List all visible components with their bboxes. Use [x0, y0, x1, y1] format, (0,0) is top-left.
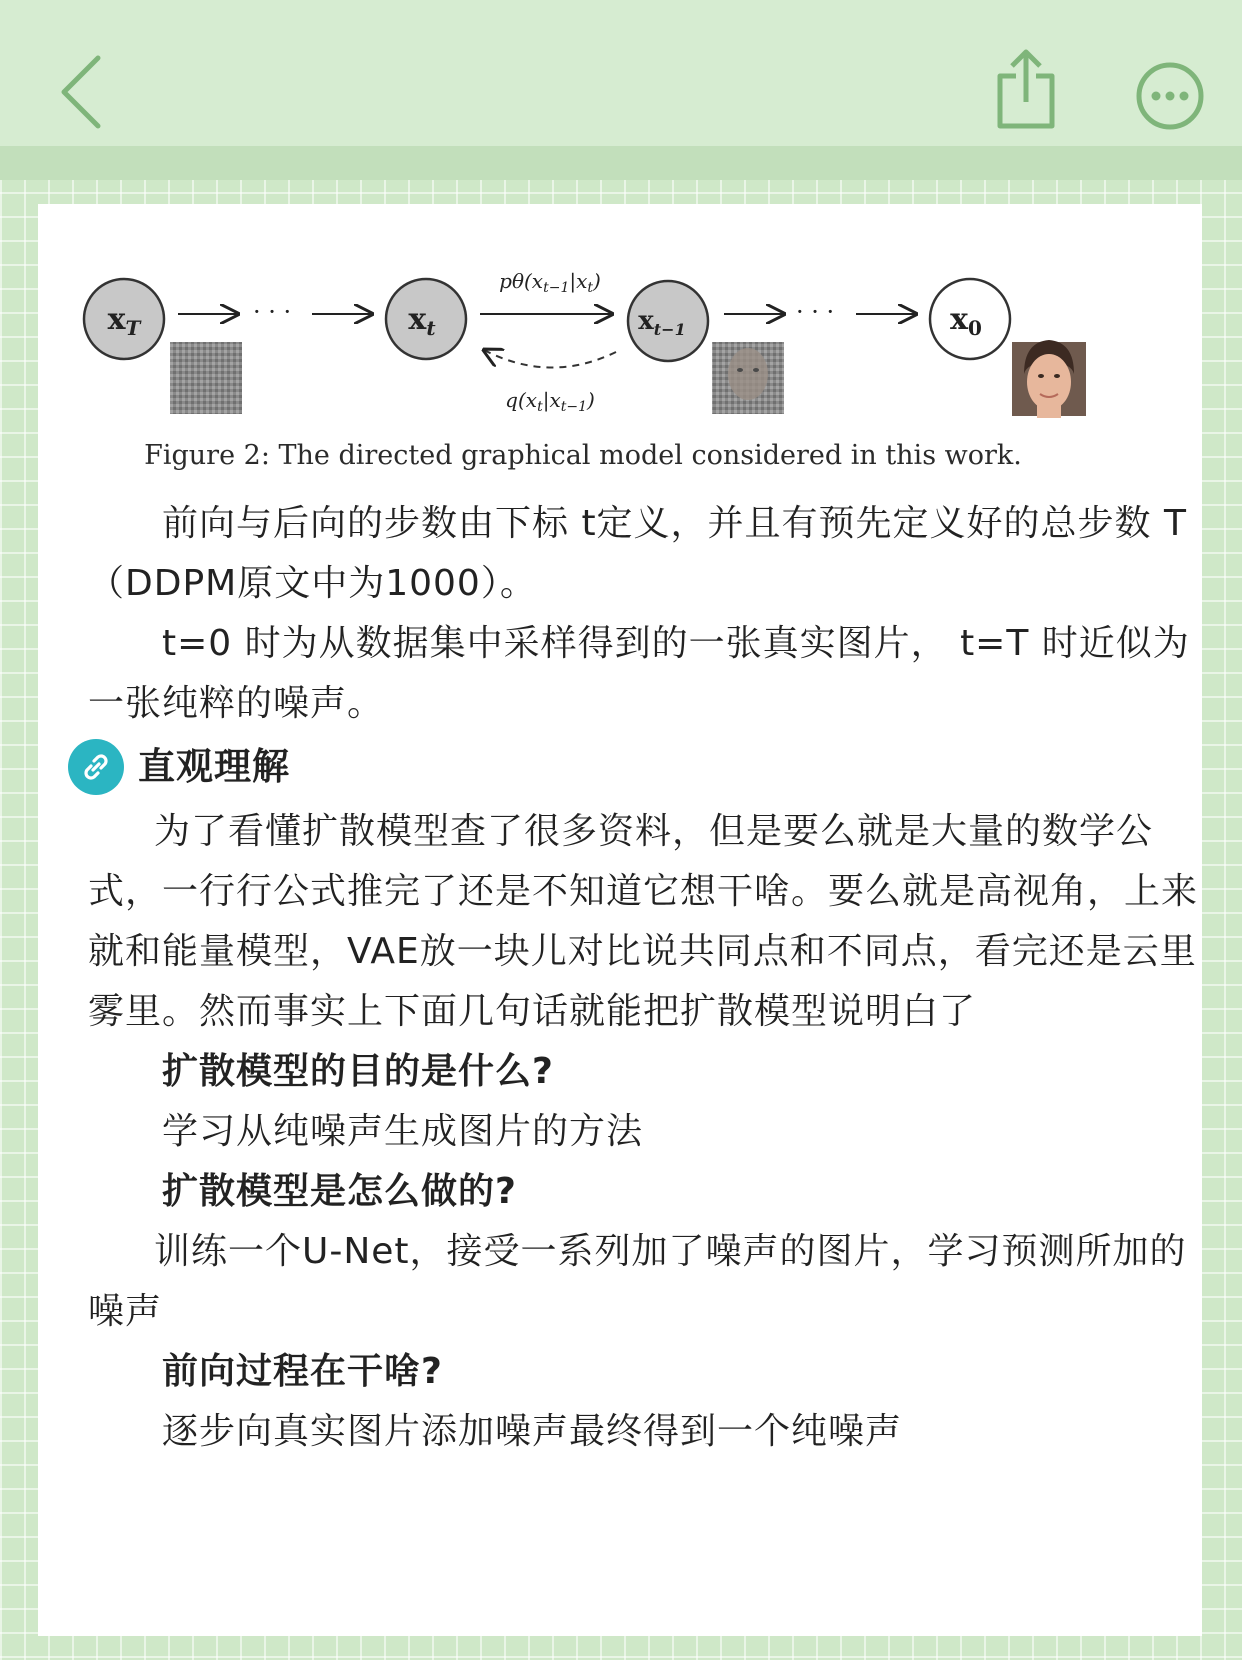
- question: 前向过程在干啥?: [162, 1351, 443, 1392]
- node-x-0: [930, 279, 1010, 359]
- paragraph: t=0 时为从数据集中采样得到的一张真实图片， t=T 时近似为一张纯粹的噪声。: [88, 623, 1190, 724]
- paragraph: 为了看懂扩散模型查了很多资料，但是要么就是大量的数学公式，一行行公式推完了还是不知道它想干啥。要么就是高视角，上来就和能量模型，VAE放一块儿对比说共同点和不同点，看完还是云里雾里。然而事实上下面几句话就能把扩散模型说明白了: [88, 811, 1199, 1032]
- more-horizontal-icon: [1134, 60, 1206, 132]
- share-icon: [996, 46, 1056, 130]
- clean-face-image: [1012, 340, 1086, 418]
- node-x-t-minus-1: [628, 281, 708, 361]
- section-heading: [68, 736, 1200, 798]
- question: 扩散模型是怎么做的?: [162, 1171, 517, 1212]
- node-x-T: [84, 279, 164, 359]
- top-nav-bar: [0, 0, 1242, 180]
- svg-text:xt: $x_t$: [408, 302, 436, 340]
- more-button[interactable]: [1134, 60, 1206, 132]
- chevron-left-icon: [56, 52, 112, 132]
- noisy-face-image: [712, 342, 784, 414]
- answer: 逐步向真实图片添加噪声最终得到一个纯噪声: [162, 1411, 903, 1452]
- link-icon: [68, 739, 124, 795]
- question: 扩散模型的目的是什么?: [162, 1051, 554, 1092]
- svg-text:xT: $x_T$: [107, 302, 141, 340]
- svg-text:q(xt|xt−1): $q(x_t|x_{t-1})$: [505, 388, 595, 415]
- content-card: [38, 204, 1202, 1636]
- svg-text:pθ(xt−1|xt): $p\theta(x_{t-1}|x_t)$: [499, 269, 601, 296]
- svg-text:· · ·: · · ·: [253, 298, 292, 326]
- svg-text:· · ·: · · ·: [796, 298, 835, 326]
- back-button[interactable]: [56, 52, 112, 132]
- answer: 学习从纯噪声生成图片的方法: [162, 1111, 644, 1152]
- pure-noise-image: [170, 342, 242, 414]
- article-body: [88, 494, 1200, 1462]
- answer: 训练一个U-Net，接受一系列加了噪声的图片，学习预测所加的噪声: [88, 1231, 1187, 1332]
- figure-caption: Figure 2: The directed graphical model considered in this work.: [144, 440, 1022, 471]
- section-title: 直观理解: [138, 745, 290, 788]
- svg-text:xt−1: $x_{t-1}$: [638, 306, 686, 339]
- node-x-t: [386, 279, 466, 359]
- svg-text:x0: $x_0$: [950, 302, 982, 340]
- paragraph: 前向与后向的步数由下标 t定义，并且有预先定义好的总步数 T（DDPM原文中为1000）。: [88, 503, 1187, 604]
- share-button[interactable]: [996, 46, 1056, 130]
